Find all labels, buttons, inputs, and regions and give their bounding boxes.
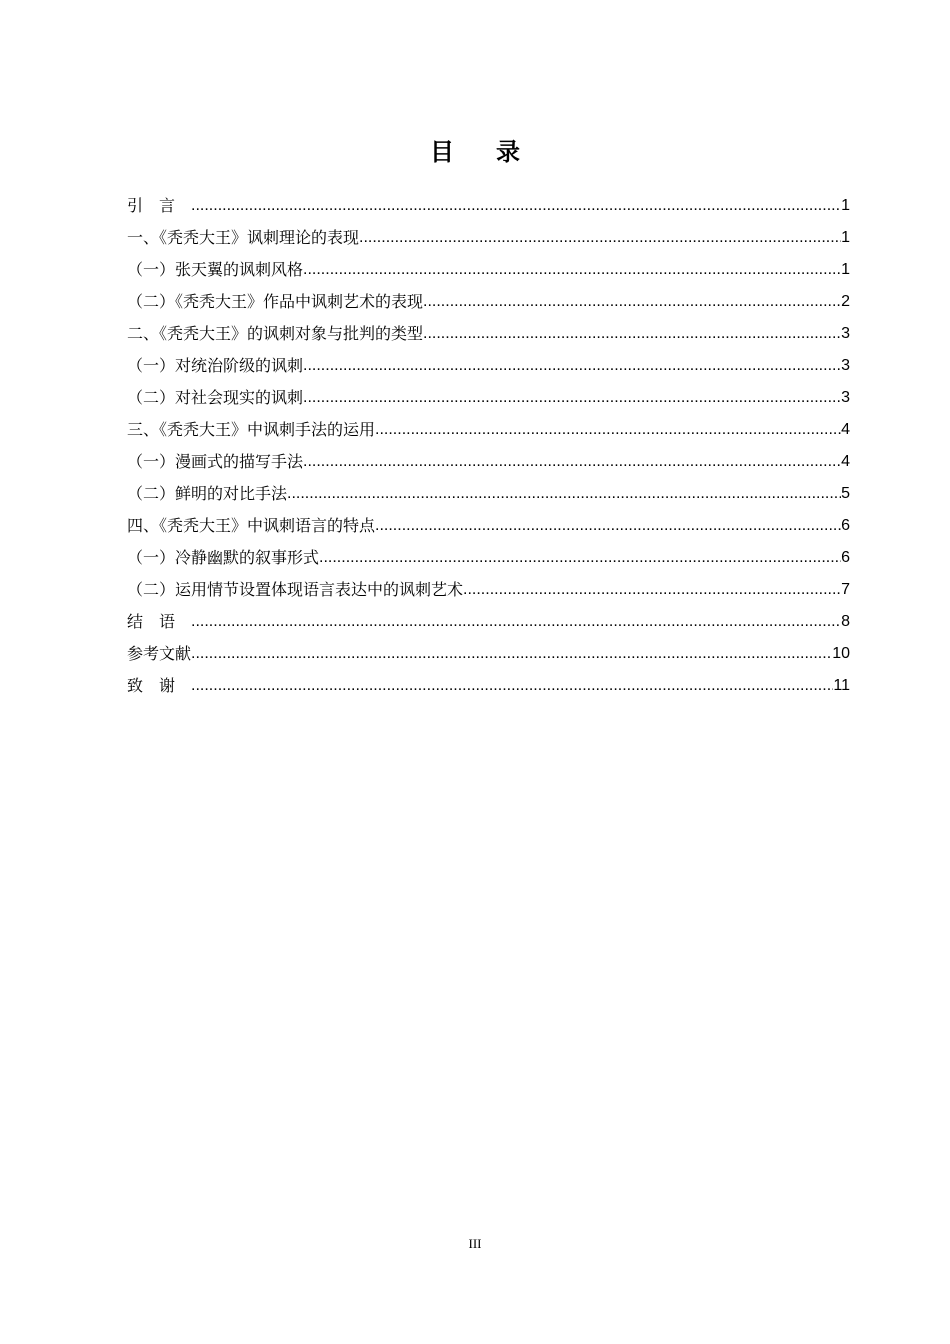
- toc-dot-leader: [375, 414, 841, 446]
- toc-entry[interactable]: [127, 382, 850, 414]
- page-number: III: [468, 1236, 482, 1251]
- toc-entry[interactable]: [127, 670, 850, 702]
- toc-entry[interactable]: [127, 318, 850, 350]
- toc-entry-label: （二）《秃秃大王》作品中讽刺艺术的表现: [127, 292, 424, 311]
- toc-entry[interactable]: [127, 414, 850, 446]
- toc-entry-page: 11: [833, 677, 850, 694]
- toc-dot-leader: [191, 606, 841, 638]
- toc-entry-page: 10: [832, 645, 850, 662]
- toc-entry-label: （二）对社会现实的讽刺: [127, 388, 304, 407]
- toc-entry-page: 1: [841, 197, 850, 214]
- toc-dot-leader: [319, 542, 841, 574]
- toc-entry-label: （一）冷静幽默的叙事形式: [127, 548, 320, 567]
- toc-entry-label: 一、《秃秃大王》讽刺理论的表现: [127, 228, 360, 247]
- toc-entry-label: （一）张天翼的讽刺风格: [127, 260, 304, 279]
- toc-title: 目录: [430, 138, 562, 166]
- toc-entry-page: 3: [841, 357, 850, 374]
- toc-dot-leader: [423, 318, 841, 350]
- toc-dot-leader: [303, 382, 841, 414]
- toc-entry[interactable]: [127, 638, 850, 670]
- toc-entry[interactable]: [127, 350, 850, 382]
- toc-entry-label: 四、《秃秃大王》中讽刺语言的特点: [127, 516, 376, 535]
- toc-entry-page: 7: [841, 581, 850, 598]
- toc-dot-leader: [375, 510, 841, 542]
- toc-entry-page: 4: [841, 453, 850, 470]
- toc-entry-page: 6: [841, 549, 850, 566]
- toc-entry-page: 4: [841, 421, 850, 438]
- toc-entry-label: （二）运用情节设置体现语言表达中的讽刺艺术: [127, 580, 464, 599]
- toc-dot-leader: [303, 446, 841, 478]
- toc-entry[interactable]: [127, 574, 850, 606]
- toc-entry-page: 5: [841, 485, 850, 502]
- toc-entry[interactable]: [127, 286, 850, 318]
- toc-entry[interactable]: [127, 446, 850, 478]
- toc-entry[interactable]: [127, 190, 850, 222]
- toc-dot-leader: [359, 222, 841, 254]
- toc-entry-page: 1: [841, 261, 850, 278]
- toc-entry-page: 8: [841, 613, 850, 630]
- toc-dot-leader: [191, 670, 833, 702]
- table-of-contents: [127, 190, 850, 702]
- toc-dot-leader: [463, 574, 841, 606]
- toc-entry-label: （一）对统治阶级的讽刺: [127, 356, 304, 375]
- toc-entry[interactable]: [127, 606, 850, 638]
- toc-entry-label: （二）鲜明的对比手法: [127, 484, 288, 503]
- toc-dot-leader: [303, 254, 841, 286]
- toc-entry[interactable]: [127, 254, 850, 286]
- toc-entry-page: 3: [841, 389, 850, 406]
- toc-entry[interactable]: [127, 510, 850, 542]
- toc-entry-page: 3: [841, 325, 850, 342]
- toc-dot-leader: [191, 638, 832, 670]
- toc-entry-label: 引言: [127, 196, 192, 215]
- toc-dot-leader: [287, 478, 841, 510]
- toc-dot-leader: [423, 286, 841, 318]
- toc-entry-label: 参考文献: [127, 644, 192, 663]
- toc-dot-leader: [303, 350, 841, 382]
- toc-entry-label: 结语: [127, 612, 192, 631]
- toc-entry-label: 二、《秃秃大王》的讽刺对象与批判的类型: [127, 324, 424, 343]
- toc-entry[interactable]: [127, 542, 850, 574]
- toc-dot-leader: [191, 190, 841, 222]
- toc-entry-label: （一）漫画式的描写手法: [127, 452, 304, 471]
- toc-entry[interactable]: [127, 222, 850, 254]
- toc-entry-page: 6: [841, 517, 850, 534]
- toc-entry-page: 1: [841, 229, 850, 246]
- toc-entry-label: 三、《秃秃大王》中讽刺手法的运用: [127, 420, 376, 439]
- toc-entry-label: 致谢: [127, 676, 192, 695]
- toc-entry-page: 2: [841, 293, 850, 310]
- toc-entry[interactable]: [127, 478, 850, 510]
